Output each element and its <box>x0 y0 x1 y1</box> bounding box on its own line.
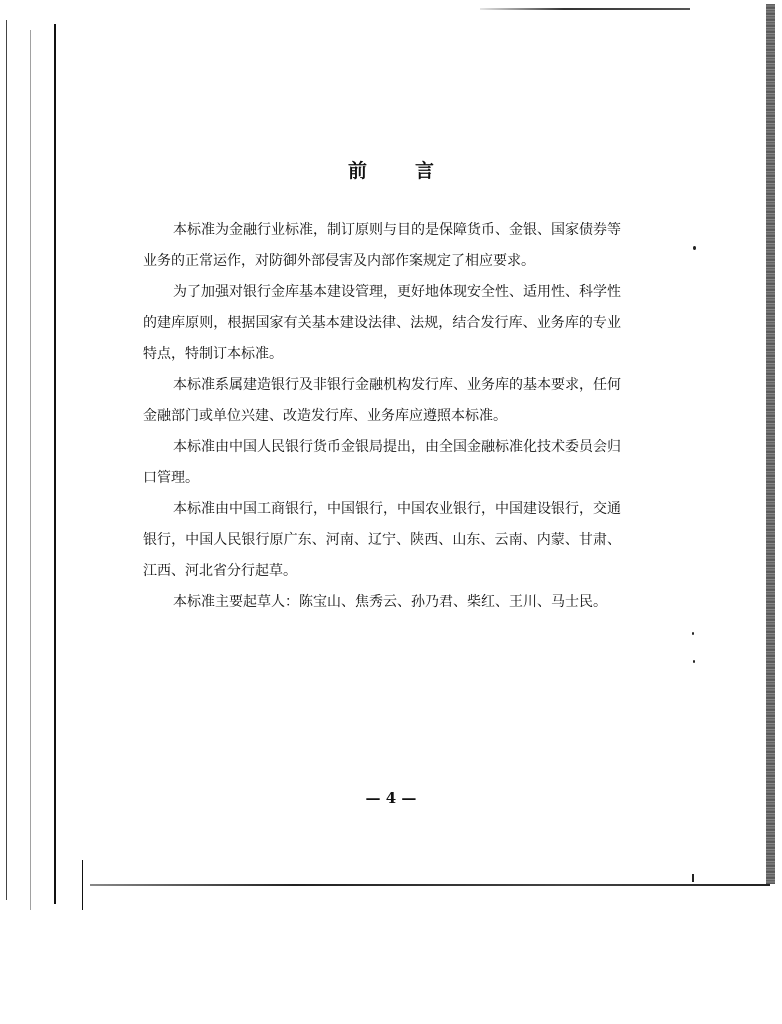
scan-left-edge-line <box>82 860 83 910</box>
scan-bottom-rule <box>90 884 770 886</box>
paragraph: 本标准由中国工商银行，中国银行，中国农业银行，中国建设银行，交通银行，中国人民银行原广东、河南、辽宁、陕西、山东、云南、内蒙、甘肃、江西、河北省分行起草。 <box>143 501 621 579</box>
paragraph: 本标准主要起草人：陈宝山、焦秀云、孙乃君、柴红、王川、马士民。 <box>173 594 607 610</box>
paragraph: 为了加强对银行金库基本建设管理，更好地体现安全性、适用性、科学性的建库原则，根据国家有关基本建设法律、法规，结合发行库、业务库的专业特点，特制订本标准。 <box>143 284 621 362</box>
scan-top-rule <box>480 8 690 10</box>
page-number: — 4 — <box>365 789 417 807</box>
paragraph: 本标准系属建造银行及非银行金融机构发行库、业务库的基本要求，任何金融部门或单位兴建、改造发行库、业务库应遵照本标准。 <box>143 377 621 424</box>
scan-speck <box>692 632 694 635</box>
page-title: 前言 <box>347 160 482 182</box>
paragraph: 本标准由中国人民银行货币金银局提出，由全国金融标准化技术委员会归口管理。 <box>143 439 621 486</box>
scan-speck <box>692 874 694 882</box>
foreword-body <box>143 215 621 618</box>
scan-right-edge <box>766 4 775 884</box>
paragraph: 本标准为金融行业标准，制订原则与目的是保障货币、金银、国家债券等业务的正常运作，对防御外部侵害及内部作案规定了相应要求。 <box>143 222 621 269</box>
scan-speck <box>693 660 695 663</box>
scan-left-edge-line <box>6 20 7 900</box>
scan-speck <box>693 246 696 250</box>
